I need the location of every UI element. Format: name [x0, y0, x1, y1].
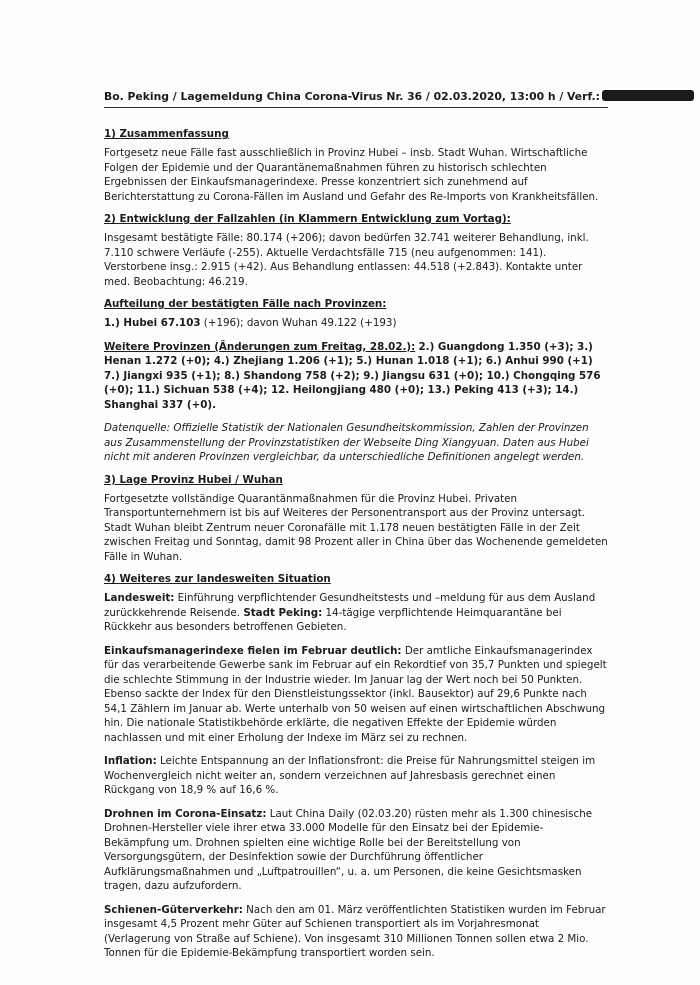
- schiene-label: Schienen-Güterverkehr:: [104, 903, 243, 916]
- peking-label: Stadt Peking:: [243, 606, 323, 619]
- drohnen-text: Laut China Daily (02.03.20) rüsten mehr als 1.300 chinesische Drohnen-Hersteller viele ihrer etwa 33.000 Modelle für den Einsatz bei der Epidemie-Bekämpfung um. Drohnen spielten eine wichtige Rolle bei der Bereitstellung von Versorgungsgütern, der Desinfektion sowie der Durchführung öffentlicher Aufklärungsmaßnahmen und „Luftpatrouillen“, u. a. um Personen, die keine Gesichtsmasken tragen, dazu aufzufordern.: [104, 807, 593, 892]
- peking-text: 14-tägige verpflichtende Heimquarantäne bei Rückkehr aus besonders betroffenen Gebieten.: [104, 606, 562, 633]
- section-1-text: Fortgesetz neue Fälle fast ausschließlich in Provinz Hubei – insb. Stadt Wuhan. Wirtschaftliche Folgen der Epidemie und der Quarantänemaßnahmen führen zu historisch schlechten Ergebnissen der Einkaufsmanagerindexe. Presse konzentriert sich zunehmend auf Berichterstattung zu Corona-Fällen im Ausland und Gefahr des Re-Imports von Krankheitsfällen.: [104, 147, 599, 203]
- section-3-heading: 3) Lage Provinz Hubei / Wuhan: [104, 473, 283, 486]
- landesweit-text: Einführung verpflichtender Gesundheitstests und –meldung für aus dem Ausland zurückkehrende Reisende.: [104, 592, 596, 619]
- einkauf-paragraph: [104, 644, 608, 746]
- hubei-text: (+196); davon Wuhan 49.122 (+193): [200, 317, 397, 329]
- provinces-heading: Aufteilung der bestätigten Fälle nach Provinzen:: [104, 298, 387, 310]
- landesweit-paragraph: [104, 591, 608, 635]
- header-title: Bo. Peking / Lagemeldung China Corona-Virus Nr. 36 / 02.03.2020, 13:00 h / Verf.:: [104, 90, 600, 103]
- hubei-line: [104, 316, 608, 331]
- drohnen-paragraph: [104, 807, 608, 894]
- other-provinces: [104, 340, 608, 413]
- section-2-text: Insgesamt bestätigte Fälle: 80.174 (+206); davon bedürfen 32.741 weiterer Behandlung, inkl. 7.110 schwere Verläufe (-255). Aktuelle Verdachtsfälle 715 (neu aufgenommen: 141). Verstorbene insg.: 2.915 (+42). Aus Behandlung entlassen: 44.518 (+2.843). Kontakte unter med. Beobachtung: 46.219.: [104, 232, 589, 288]
- inflation-paragraph: [104, 754, 608, 798]
- section-1-heading: 1) Zusammenfassung: [104, 128, 229, 140]
- section-2-heading: 2) Entwicklung der Fallzahlen (in Klammern Entwicklung zum Vortag):: [104, 213, 511, 225]
- schiene-paragraph: [104, 903, 608, 961]
- other-provinces-list: 2.) Guangdong 1.350 (+3); 3.) Henan 1.272 (+0); 4.) Zhejiang 1.206 (+1); 5.) Hunan 1.018 (+1); 6.) Anhui 990 (+1) 7.) Jiangxi 935 (+1); 8.) Shandong 758 (+2); 9.) Jiangsu 631 (+0); 10.) Chongqing 576 (+0); 11.) Sichuan 538 (+4); 12. Heilongjiang 480 (+0); 13.) Peking 413 (+3); 14.) Shanghai 337 (+0).: [104, 340, 601, 411]
- schiene-text: Nach den am 01. März veröffentlichten Statistiken wurden im Februar insgesamt 4,5 Prozent mehr Güter auf Schienen transportiert als im Vorjahresmonat (Verlagerung von Straße auf Schiene). Von insgesamt 310 Millionen Tonnen sollen etwa 2 Mio. Tonnen für die Epidemie-Bekämpfung transportiert worden sein.: [104, 903, 606, 959]
- hubei-label: 1.) Hubei 67.103: [104, 317, 201, 329]
- einkauf-label: Einkaufsmanagerindexe fielen im Februar deutlich:: [104, 644, 402, 657]
- einkauf-text: Der amtliche Einkaufsmanagerindex für das verarbeitende Gewerbe sank im Februar auf ein Rekordtief von 35,7 Punkten und spiegelt die schlechte Stimmung in der Industrie wieder. Im Januar lag der Wert noch bei 50 Punkten. Ebenso sackte der Index für den Dienstleistungssektor (inkl. Bausektor) auf 29,6 Punkte nach 54,1 Zählern im Januar ab. Werte unterhalb von 50 weisen auf einen wirtschaftlichen Abschwung hin. Die nationale Statistikbehörde erklärte, die negativen Effekte der Epidemie würden nachlassen und mit einer Erholung der Indexe im März sei zu rechnen.: [104, 644, 607, 744]
- data-source-note: Datenquelle: Offizielle Statistik der Nationalen Gesundheitskommission, Zahlen der Provinzen aus Zusammenstellung der Provinzstatistiken der Webseite Ding Xiangyuan. Daten aus Hubei nicht mit anderen Provinzen vergleichbar, da unterschiedliche Definitionen angelegt werden.: [104, 422, 589, 463]
- redacted-author-block: [602, 90, 694, 101]
- document-header: [104, 90, 608, 108]
- landesweit-label: Landesweit:: [104, 592, 175, 604]
- inflation-text: Leichte Entspannung an der Inflationsfront: die Preise für Nahrungsmittel steigen im Wochenvergleich nicht weiter an, sondern verzeichnen auf Jahresbasis gerechnet einen Rückgang von 18,9 % auf 16,6 %.: [104, 755, 596, 796]
- section-4-heading: 4) Weiteres zur landesweiten Situation: [104, 573, 331, 585]
- drohnen-label: Drohnen im Corona-Einsatz:: [104, 807, 267, 820]
- other-provinces-label: Weitere Provinzen (Änderungen zum Freitag, 28.02.):: [104, 340, 416, 353]
- section-3-text: Fortgesetzte vollständige Quarantänmaßnahmen für die Provinz Hubei. Privaten Transportunternehmern ist bis auf Weiteres der Personentransport aus der Provinz untersagt. Stadt Wuhan bleibt Zentrum neuer Coronafälle mit 1.178 neuen bestätigten Fälle in der Zeit zwischen Freitag und Sonntag, damit 98 Prozent aller in China über das Wochenende gemeldeten Fälle in Wuhan.: [104, 492, 608, 563]
- inflation-label: Inflation:: [104, 755, 157, 767]
